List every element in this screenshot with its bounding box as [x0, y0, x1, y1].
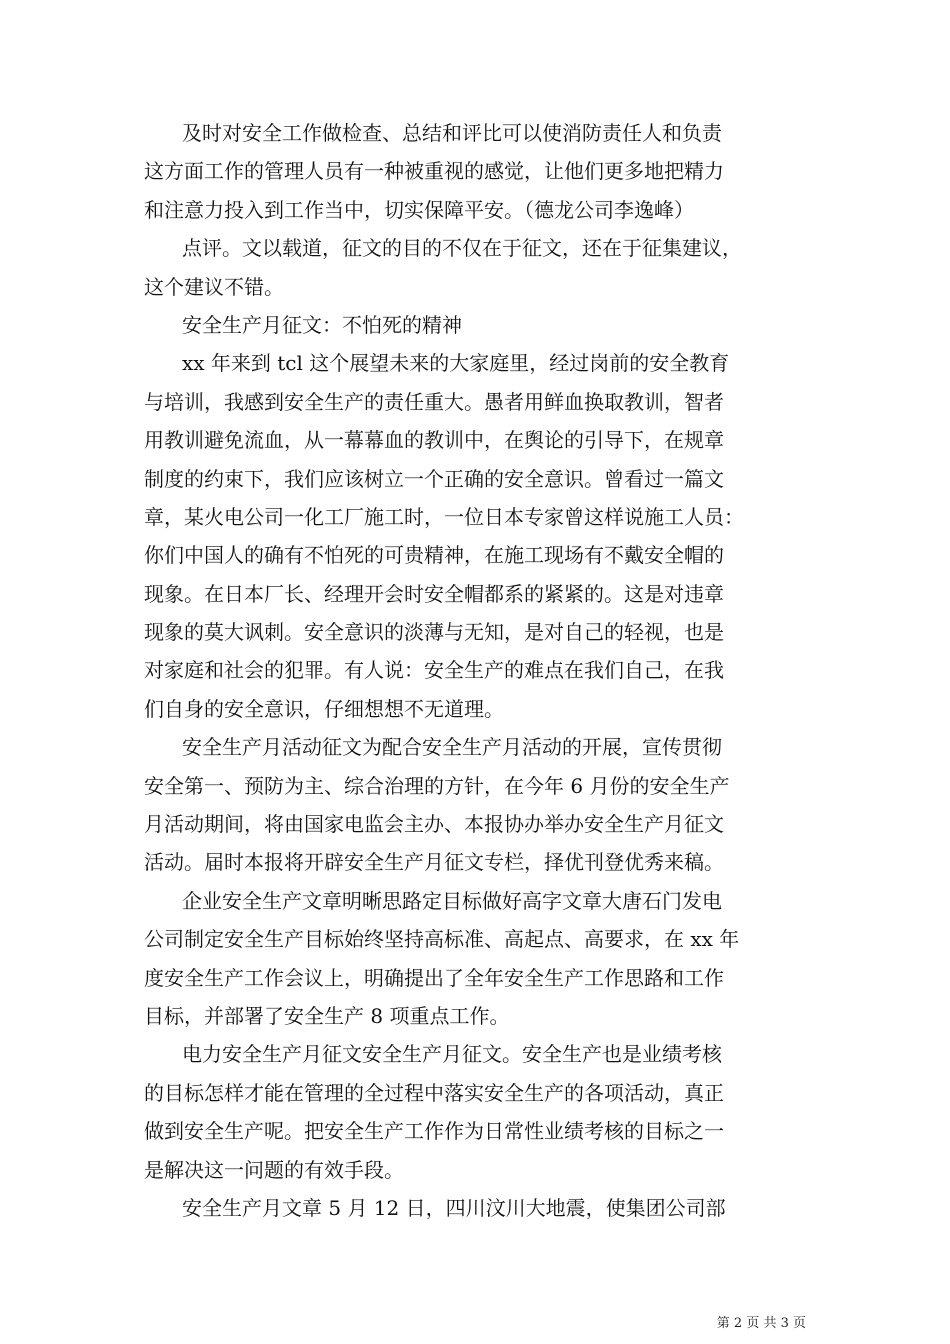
text-line: 公司制定安全生产目标始终坚持高标准、高起点、高要求，在 xx 年 [144, 927, 740, 952]
text-line: 安全生产月活动征文为配合安全生产月活动的开展，宣传贯彻 [182, 735, 722, 760]
text-line: 目标，并部署了安全生产 8 项重点工作。 [144, 1003, 510, 1028]
text-line: 现象。在日本厂长、经理开会时安全帽都系的紧紧的。这是对违章 [144, 581, 724, 606]
text-line: 电力安全生产月征文安全生产月征文。安全生产也是业绩考核 [182, 1042, 722, 1067]
text-line: 点评。文以载道，征文的目的不仅在于征文，还在于征集建议， [182, 236, 742, 261]
text-line: 做到安全生产呢。把安全生产工作作为日常性业绩考核的目标之一 [144, 1119, 724, 1144]
text-line: 与培训，我感到安全生产的责任重大。愚者用鲜血换取教训，智者 [144, 389, 724, 414]
text-line: 是解决这一问题的有效手段。 [144, 1157, 404, 1182]
text-line: 企业安全生产文章明晰思路定目标做好高字文章大唐石门发电 [182, 888, 722, 913]
text-line: 这个建议不错。 [144, 274, 284, 299]
text-line: 活动。届时本报将开辟安全生产月征文专栏，择优刊登优秀来稿。 [144, 850, 724, 875]
text-line: 对家庭和社会的犯罪。有人说：安全生产的难点在我们自己，在我 [144, 658, 724, 683]
text-line: 用教训避免流血，从一幕幕血的教训中，在舆论的引导下，在规章 [144, 428, 724, 453]
text-line: 现象的莫大讽刺。安全意识的淡薄与无知，是对自己的轻视，也是 [144, 620, 724, 645]
text-line: 这方面工作的管理人员有一种被重视的感觉，让他们更多地把精力 [144, 159, 724, 184]
text-line: xx 年来到 tcl 这个展望未来的大家庭里，经过岗前的安全教育 [182, 351, 730, 376]
text-line: 和注意力投入到工作当中，切实保障平安。（德龙公司李逸峰） [144, 197, 694, 222]
document-body [144, 114, 810, 1227]
text-line: 的目标怎样才能在管理的全过程中落实安全生产的各项活动，真正 [144, 1080, 724, 1105]
text-line: 月活动期间，将由国家电监会主办、本报协办举办安全生产月征文 [144, 812, 724, 837]
text-line: 章，某火电公司一化工厂施工时，一位日本专家曾这样说施工人员： [144, 504, 744, 529]
text-line: 你们中国人的确有不怕死的可贵精神，在施工现场有不戴安全帽的 [144, 543, 724, 568]
text-line: 安全生产月文章 5 月 12 日，四川汶川大地震，使集团公司部 [182, 1195, 726, 1220]
page-number: 第 2 页 共 3 页 [716, 1316, 806, 1331]
text-line: 们自身的安全意识，仔细想想不无道理。 [144, 696, 504, 721]
text-line: 安全第一、预防为主、综合治理的方针，在今年 6 月份的安全生产 [144, 773, 730, 798]
text-line: 制度的约束下，我们应该树立一个正确的安全意识。曾看过一篇文 [144, 466, 724, 491]
text-line: 度安全生产工作会议上，明确提出了全年安全生产工作思路和工作 [144, 965, 724, 990]
text-line: 及时对安全工作做检查、总结和评比可以使消防责任人和负责 [182, 121, 722, 145]
section-title: 安全生产月征文：不怕死的精神 [182, 312, 462, 337]
